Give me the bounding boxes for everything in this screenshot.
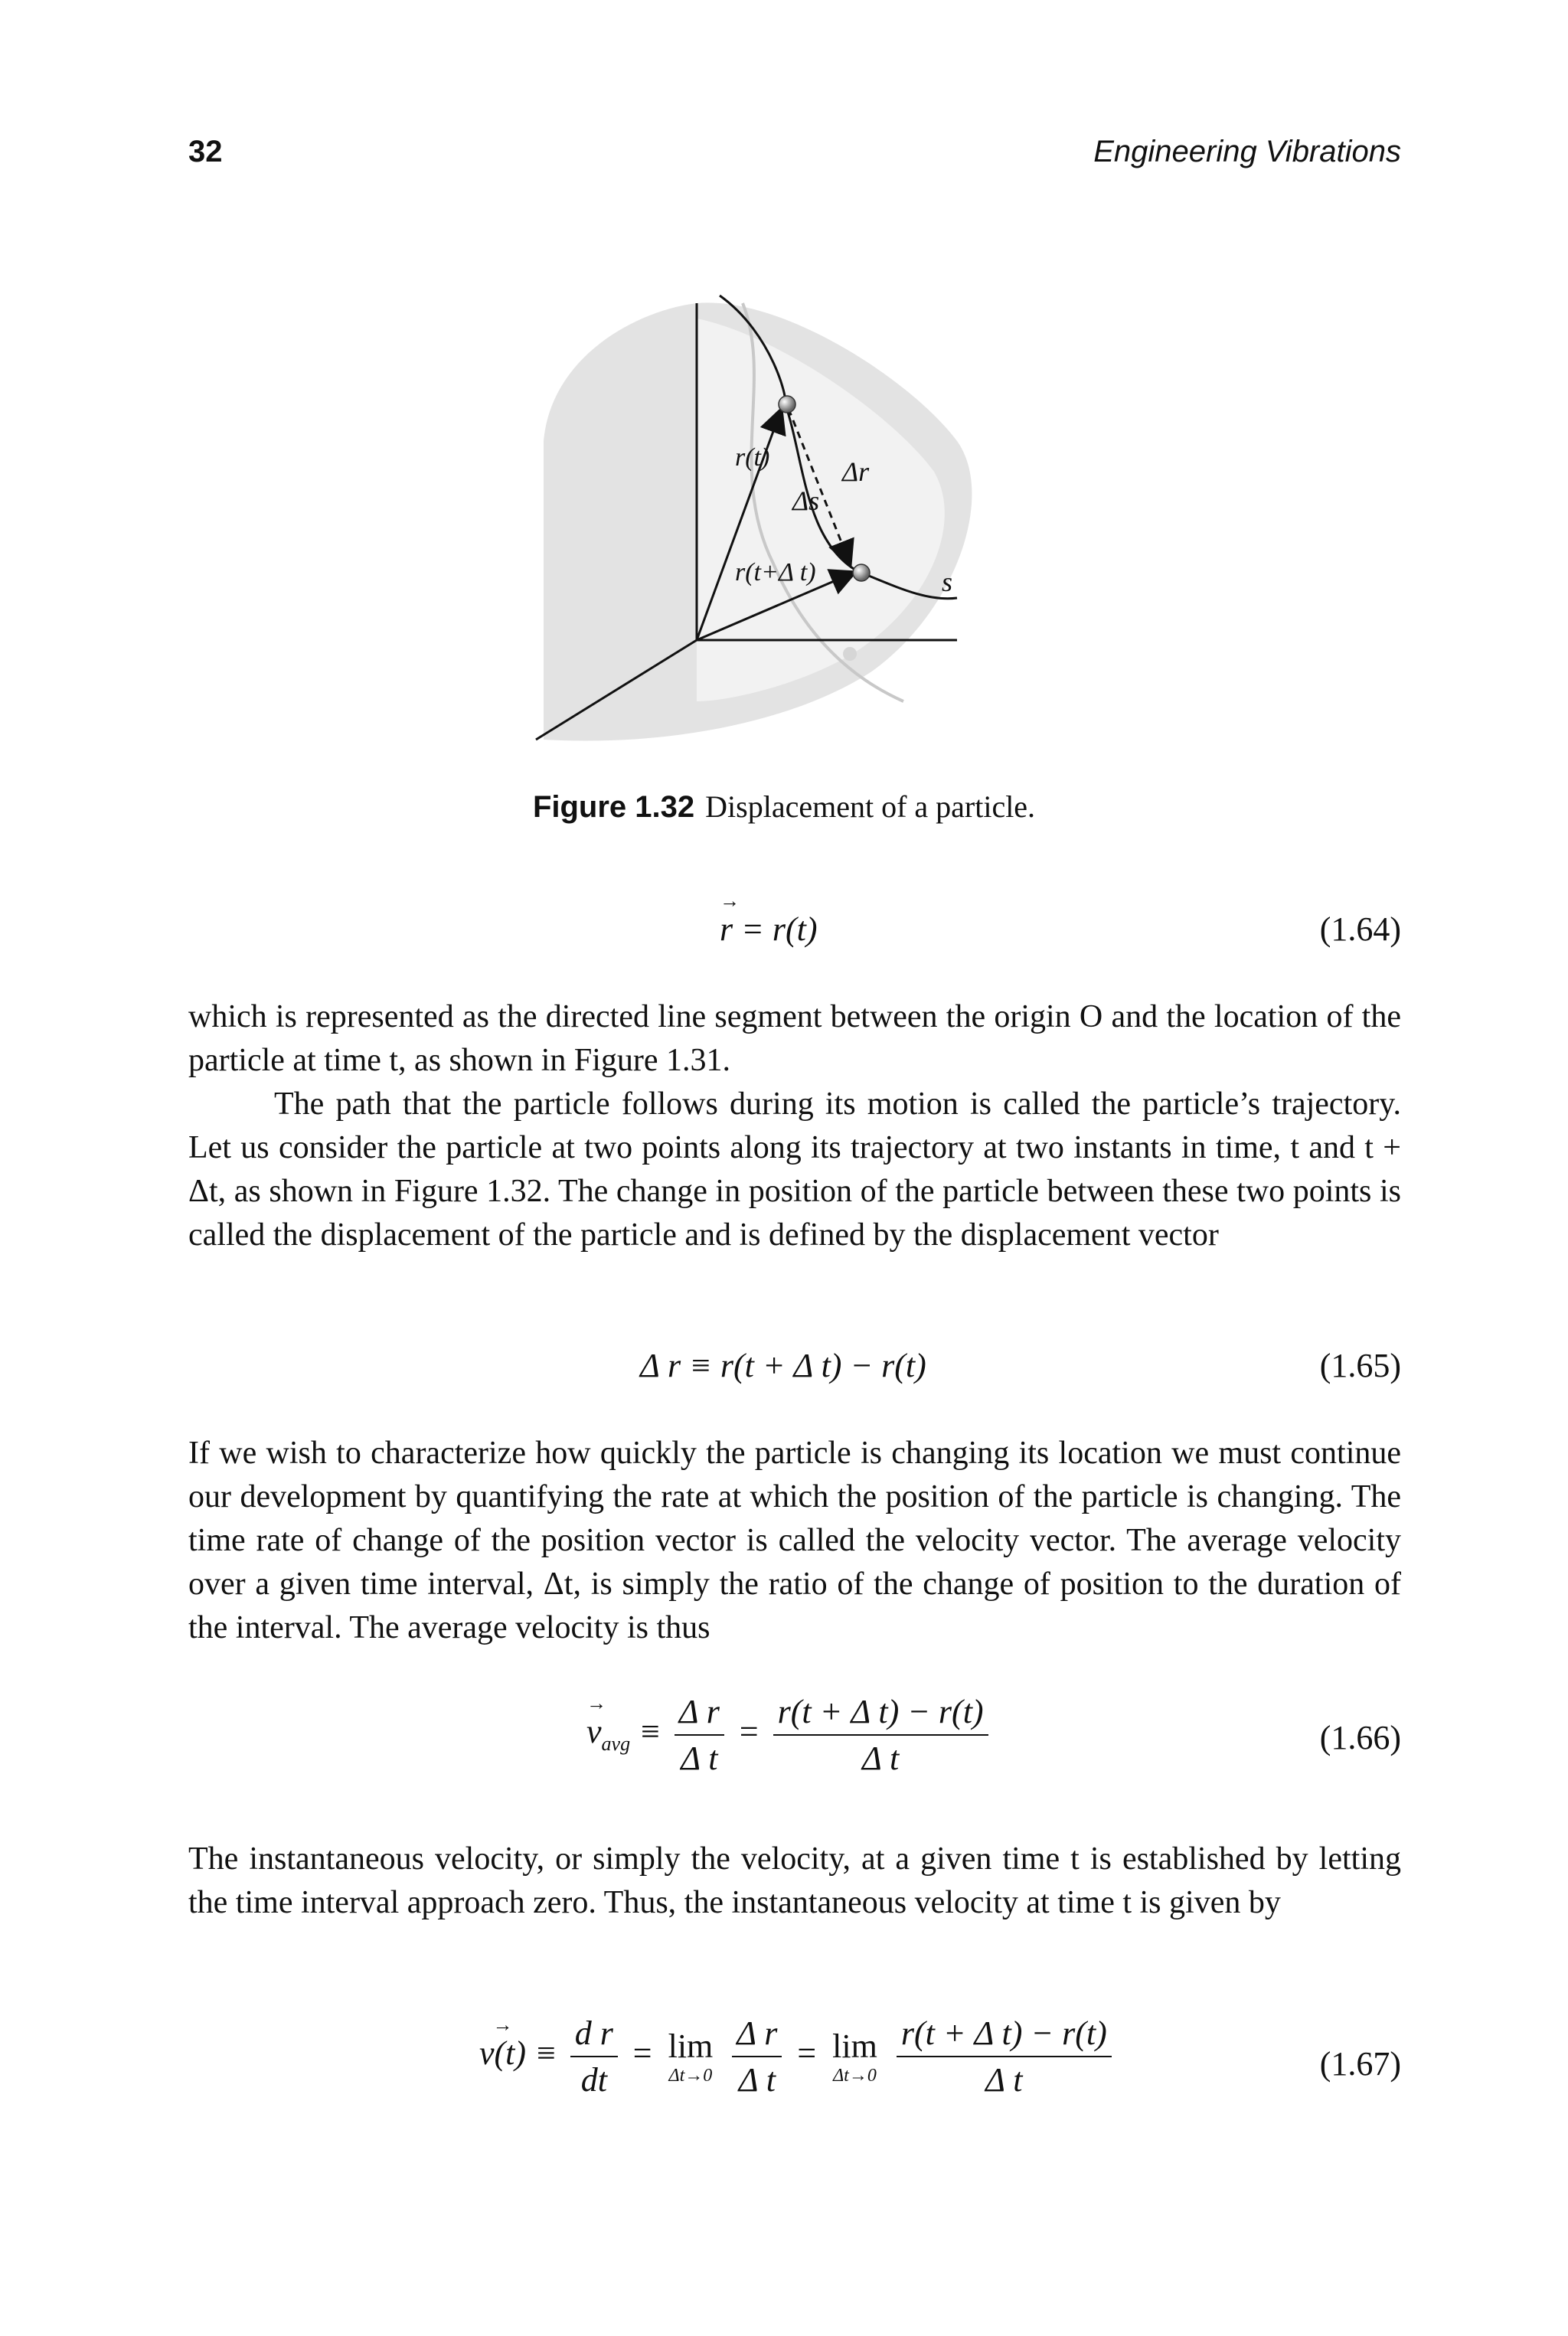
eq165-rhs: r(t + Δ t) − r(t) xyxy=(720,1347,926,1384)
eq164-number: (1.64) xyxy=(1319,910,1401,948)
eq167-number: (1.67) xyxy=(1319,2045,1401,2083)
eq167-frac-3: $\frac{\text{r(t + Δ t) − r(t)}}{\text{Δ t}}$ xyxy=(897,2014,1112,2099)
eq166-number: (1.66) xyxy=(1319,1719,1401,1756)
particle-at-t-dt xyxy=(853,564,870,581)
displacement-figure xyxy=(528,288,1080,747)
label-delta-r: Δr xyxy=(842,456,870,487)
paragraph-2 xyxy=(188,1083,1401,1257)
eq165-lhs: Δ r xyxy=(640,1347,681,1384)
eq167-frac-2: $\frac{\text{Δ r}}{\text{Δ t}}$ xyxy=(732,2014,782,2099)
label-delta-s: Δs xyxy=(792,485,820,516)
eq166-rel: ≡ xyxy=(639,1713,662,1751)
eq167-lhs: → v(t) xyxy=(479,2034,526,2073)
eq164-lhs: → r xyxy=(720,910,733,949)
eq167-rel: ≡ xyxy=(534,2034,557,2073)
eq165-number: (1.65) xyxy=(1319,1347,1401,1384)
equation-1-66 xyxy=(188,1692,1401,1784)
eq167-eq-2: = xyxy=(795,2034,818,2073)
eq164-rhs: r(t) xyxy=(772,910,818,948)
eq165-rel: ≡ xyxy=(681,1347,720,1384)
equation-1-65 xyxy=(188,1346,1401,1392)
paragraph-2-text: The path that the particle follows during its motion is called the particle’s trajectory. Let us consider the particle at two points along its trajectory at two instants in time, t and t + Δt, as shown in Figure 1.32. The change in position of the particle between these two points is called the displacement of the particle and is defined by the displacement vector xyxy=(188,1086,1401,1253)
figure-caption xyxy=(0,789,1568,825)
eq166-frac-1: $\frac{\text{Δ r}}{\text{Δ t}}$ xyxy=(675,1692,724,1778)
eq164-eq: = xyxy=(733,910,773,948)
eq167-lim-2: lim Δt→0 xyxy=(832,2027,877,2086)
equation-1-67 xyxy=(188,2014,1401,2113)
eq167-lim-1: lim Δt→0 xyxy=(668,2027,714,2086)
figure-caption-label: Figure 1.32 xyxy=(532,790,695,824)
particle-at-t xyxy=(779,396,795,413)
label-s: s xyxy=(942,567,953,597)
paragraph-3: If we wish to characterize how quickly the particle is changing its location we must continue our development by quantifying the rate at which the position of the particle is changing. The time rate of change of the position vector is called the velocity vector. The average velocity over a given time interval, Δt, is simply the ratio of the change of position to the duration of the interval. The average velocity is thus xyxy=(188,1436,1401,1645)
eq166-frac-2: $\frac{\text{r(t + Δ t) − r(t)}}{\text{Δ t}}$ xyxy=(773,1692,988,1778)
sphere-highlight xyxy=(697,319,945,701)
figure-caption-text: Displacement of a particle. xyxy=(705,789,1036,824)
eq167-frac-1: $\frac{\text{d r}}{dt}$ xyxy=(570,2014,618,2099)
equation-1-64 xyxy=(188,910,1401,956)
page-number: 32 xyxy=(188,135,223,168)
paragraph-1: which is represented as the directed line segment between the origin O and the location of the particle at time t, as shown in Figure 1.31. xyxy=(188,999,1401,1078)
eq166-eq: = xyxy=(737,1713,760,1751)
eq167-eq-1: = xyxy=(630,2034,654,2073)
eq166-lhs: → $v_{avg}$ xyxy=(586,1713,630,1750)
label-r-t-dt: r(t+Δ t) xyxy=(735,558,816,586)
label-r-t: r(t) xyxy=(735,443,770,472)
paragraph-4: The instantaneous velocity, or simply the velocity, at a given time t is established by letting the time interval approach zero. Thus, the instantaneous velocity at time t is given by xyxy=(188,1841,1401,1920)
running-head-title: Engineering Vibrations xyxy=(1093,135,1401,168)
hidden-particle xyxy=(843,647,857,661)
